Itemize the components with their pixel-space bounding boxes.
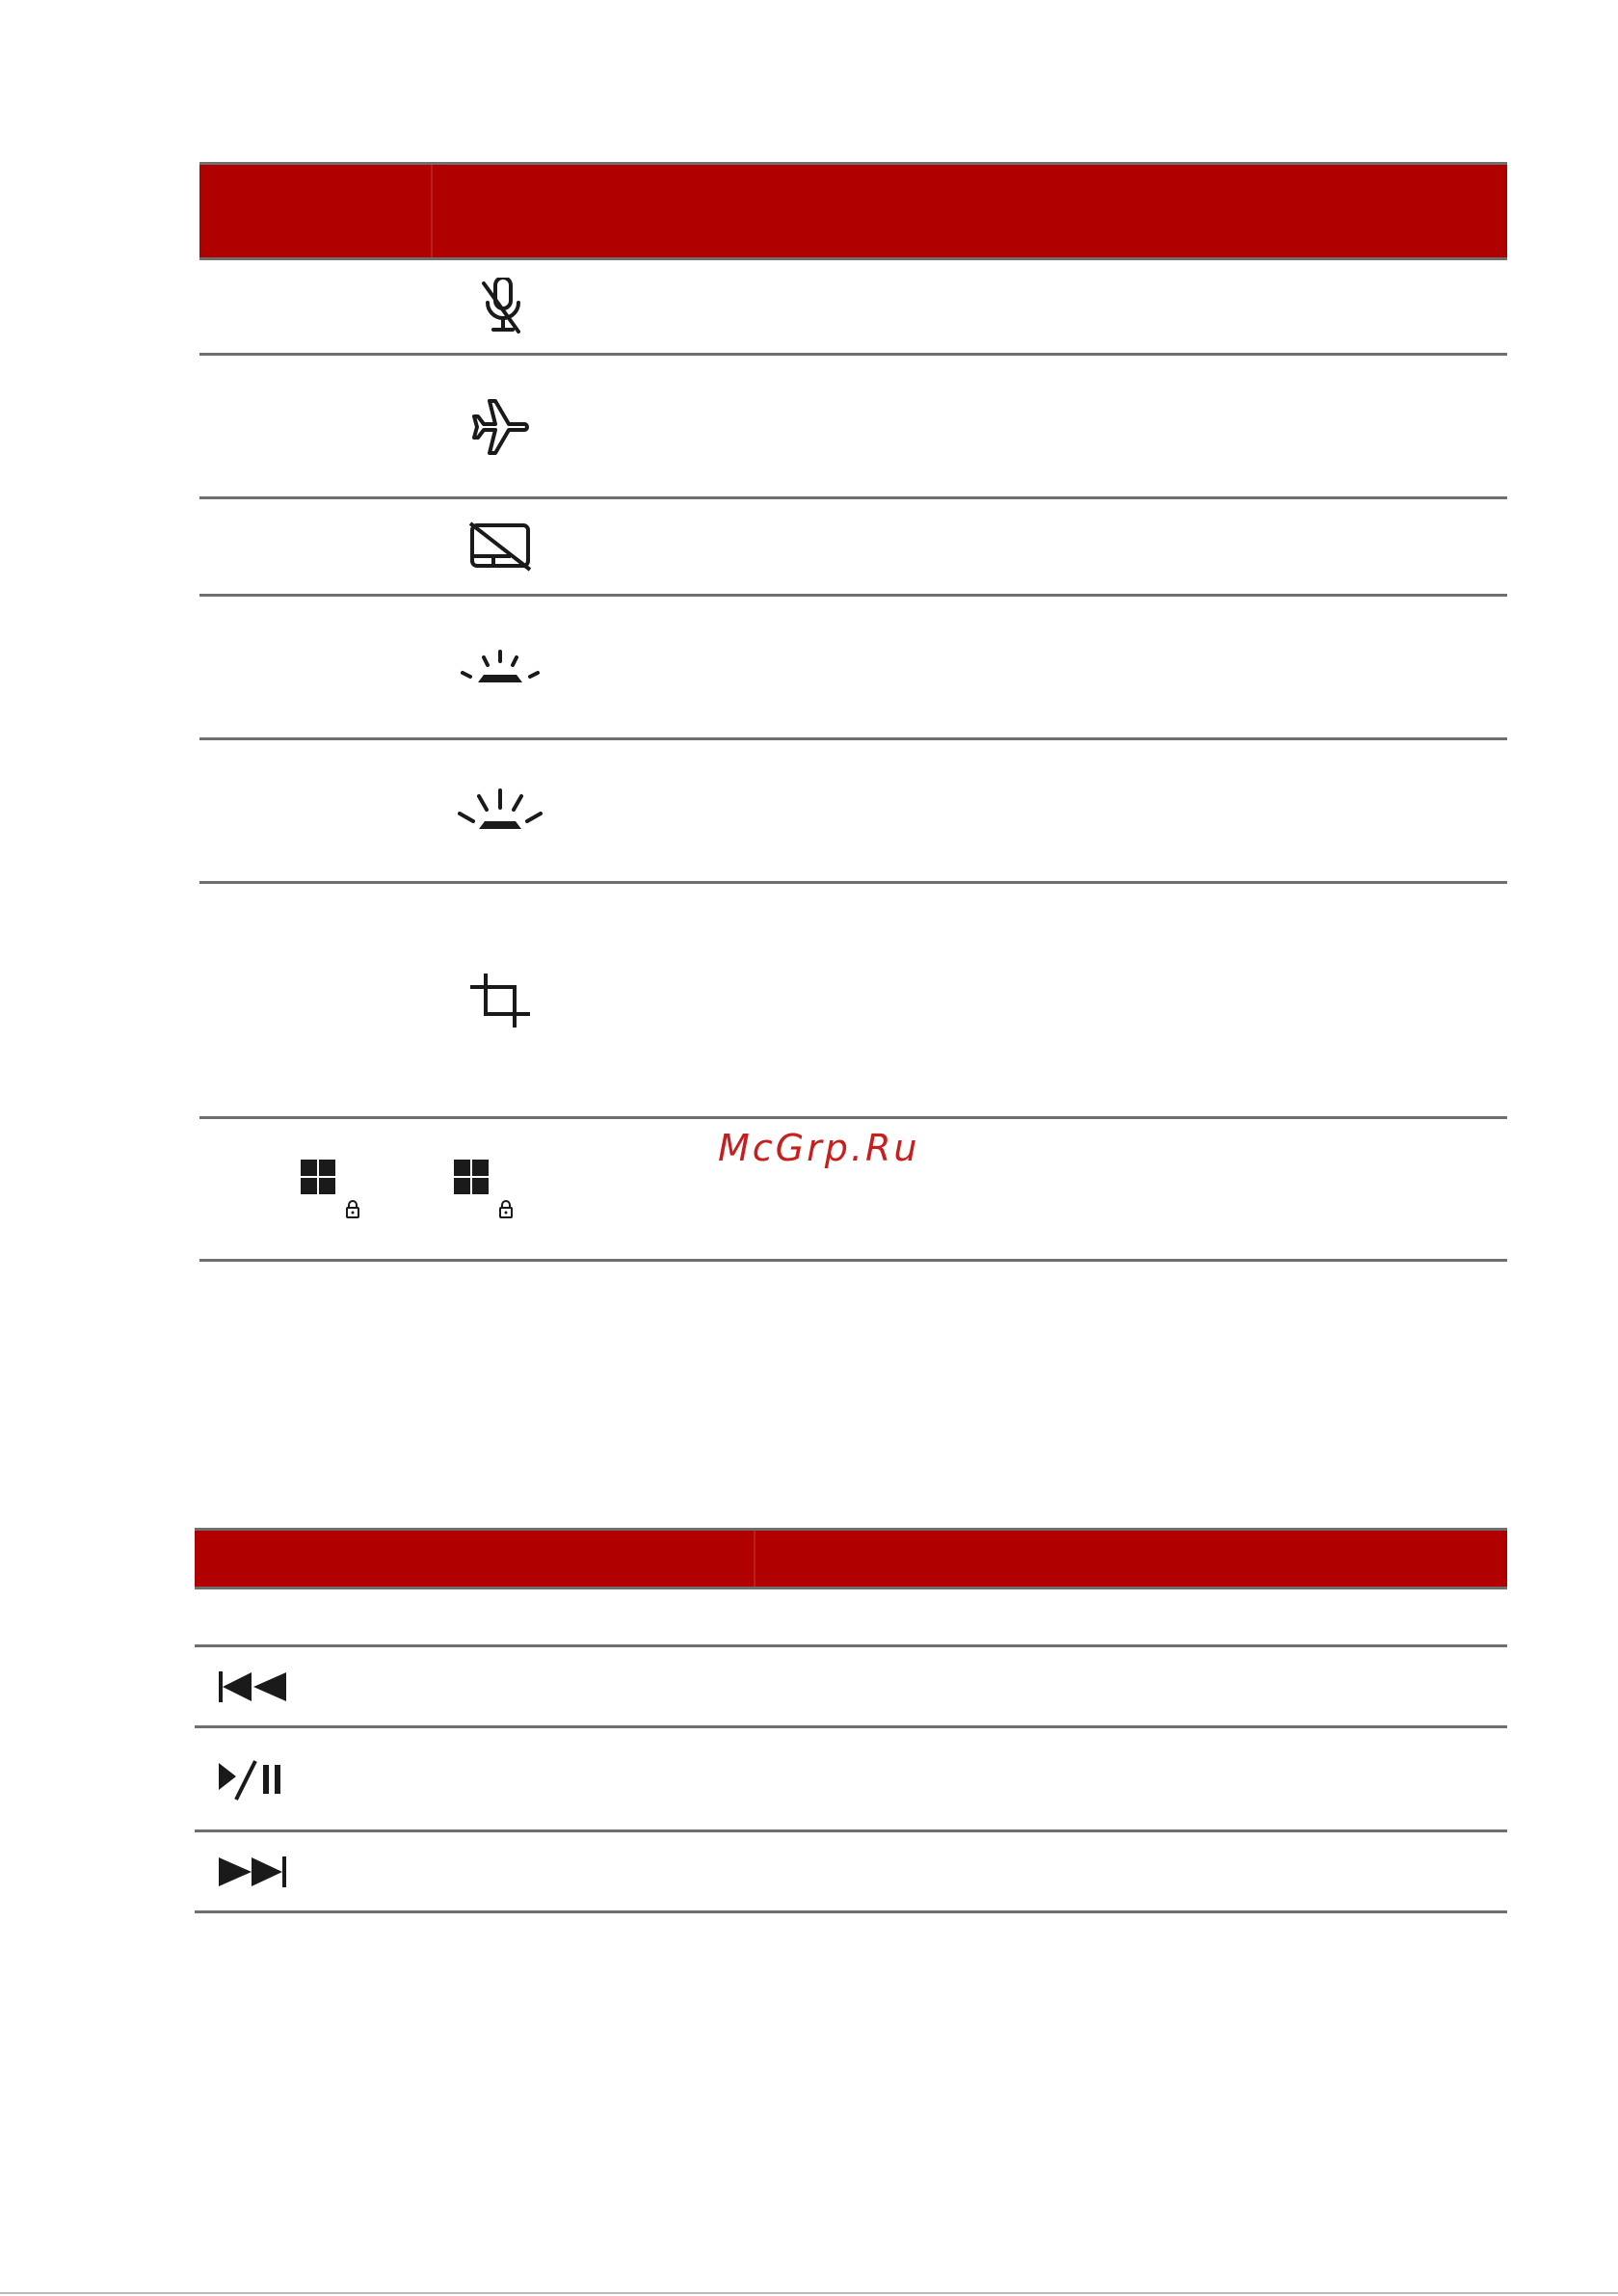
- play-pause-icon: [214, 1728, 291, 1829]
- table-row: [195, 1728, 1507, 1832]
- windows-lock-icon: [452, 1158, 519, 1225]
- screenshot-crop-icon: [452, 884, 548, 1116]
- table-row: [199, 260, 1507, 356]
- table-row: [199, 499, 1507, 597]
- table-row: [199, 597, 1507, 740]
- table-header: [195, 1528, 1507, 1589]
- next-track-icon: [214, 1832, 291, 1910]
- hotkey-table: [199, 162, 1507, 1262]
- touchpad-off-icon: [452, 499, 548, 594]
- airplane-mode-icon: [452, 356, 548, 496]
- previous-track-icon: [214, 1647, 291, 1725]
- table-row: [195, 1589, 1507, 1647]
- watermark: McGrp.Ru: [718, 1127, 920, 1169]
- table-row: [195, 1647, 1507, 1728]
- microphone-mute-icon: [452, 260, 548, 353]
- backlight-decrease-icon: [442, 597, 558, 737]
- page-footer-rule: [0, 2292, 1618, 2294]
- table-header: [199, 162, 1507, 260]
- media-key-table: [195, 1528, 1507, 1913]
- table-row: [199, 356, 1507, 499]
- table-row: [195, 1832, 1507, 1913]
- table-row: [199, 740, 1507, 884]
- backlight-increase-icon: [442, 740, 558, 881]
- windows-lock-icon: [299, 1158, 366, 1225]
- table-row: [199, 884, 1507, 1119]
